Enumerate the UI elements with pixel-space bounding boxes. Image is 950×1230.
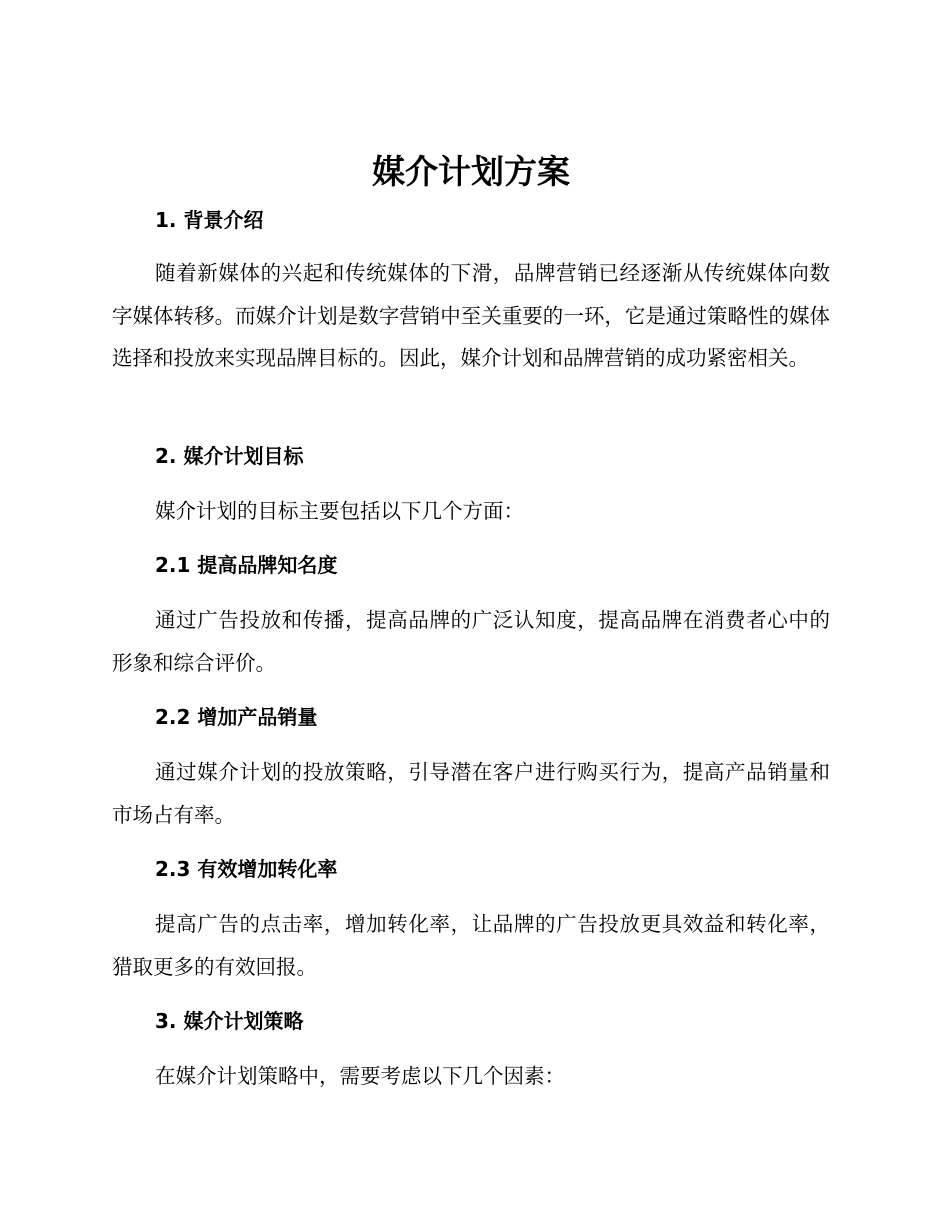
section-paragraph-background: 随着新媒体的兴起和传统媒体的下滑，品牌营销已经逐渐从传统媒体向数字媒体转移。而媒介计划是数字营销中至关重要的一环，它是通过策略性的媒体选择和投放来实现品牌目标的。因此，媒介计划和品牌营销的成功紧密相关。	[112, 261, 830, 370]
section-paragraph-sales: 通过媒介计划的投放策略，引导潜在客户进行购买行为，提高产品销量和市场占有率。	[112, 760, 830, 827]
section-paragraph-conversion: 提高广告的点击率，增加转化率，让品牌的广告投放更具效益和转化率，猎取更多的有效回报。	[112, 912, 830, 979]
section-paragraph-strategy: 在媒介计划策略中，需要考虑以下几个因素：	[155, 1064, 565, 1088]
section-heading-brand-awareness: 2.1 提高品牌知名度	[155, 553, 338, 577]
section-heading-conversion: 2.3 有效增加转化率	[155, 857, 338, 881]
section-paragraph-goals: 媒介计划的目标主要包括以下几个方面：	[155, 499, 524, 523]
section-heading-goals: 2. 媒介计划目标	[155, 444, 304, 468]
document-title: 媒介计划方案	[372, 152, 570, 191]
section-heading-strategy: 3. 媒介计划策略	[155, 1009, 304, 1033]
section-paragraph-brand-awareness: 通过广告投放和传播，提高品牌的广泛认知度，提高品牌在消费者心中的形象和综合评价。	[112, 608, 830, 675]
section-heading-background: 1. 背景介绍	[155, 208, 264, 232]
section-heading-sales: 2.2 增加产品销量	[155, 705, 318, 729]
